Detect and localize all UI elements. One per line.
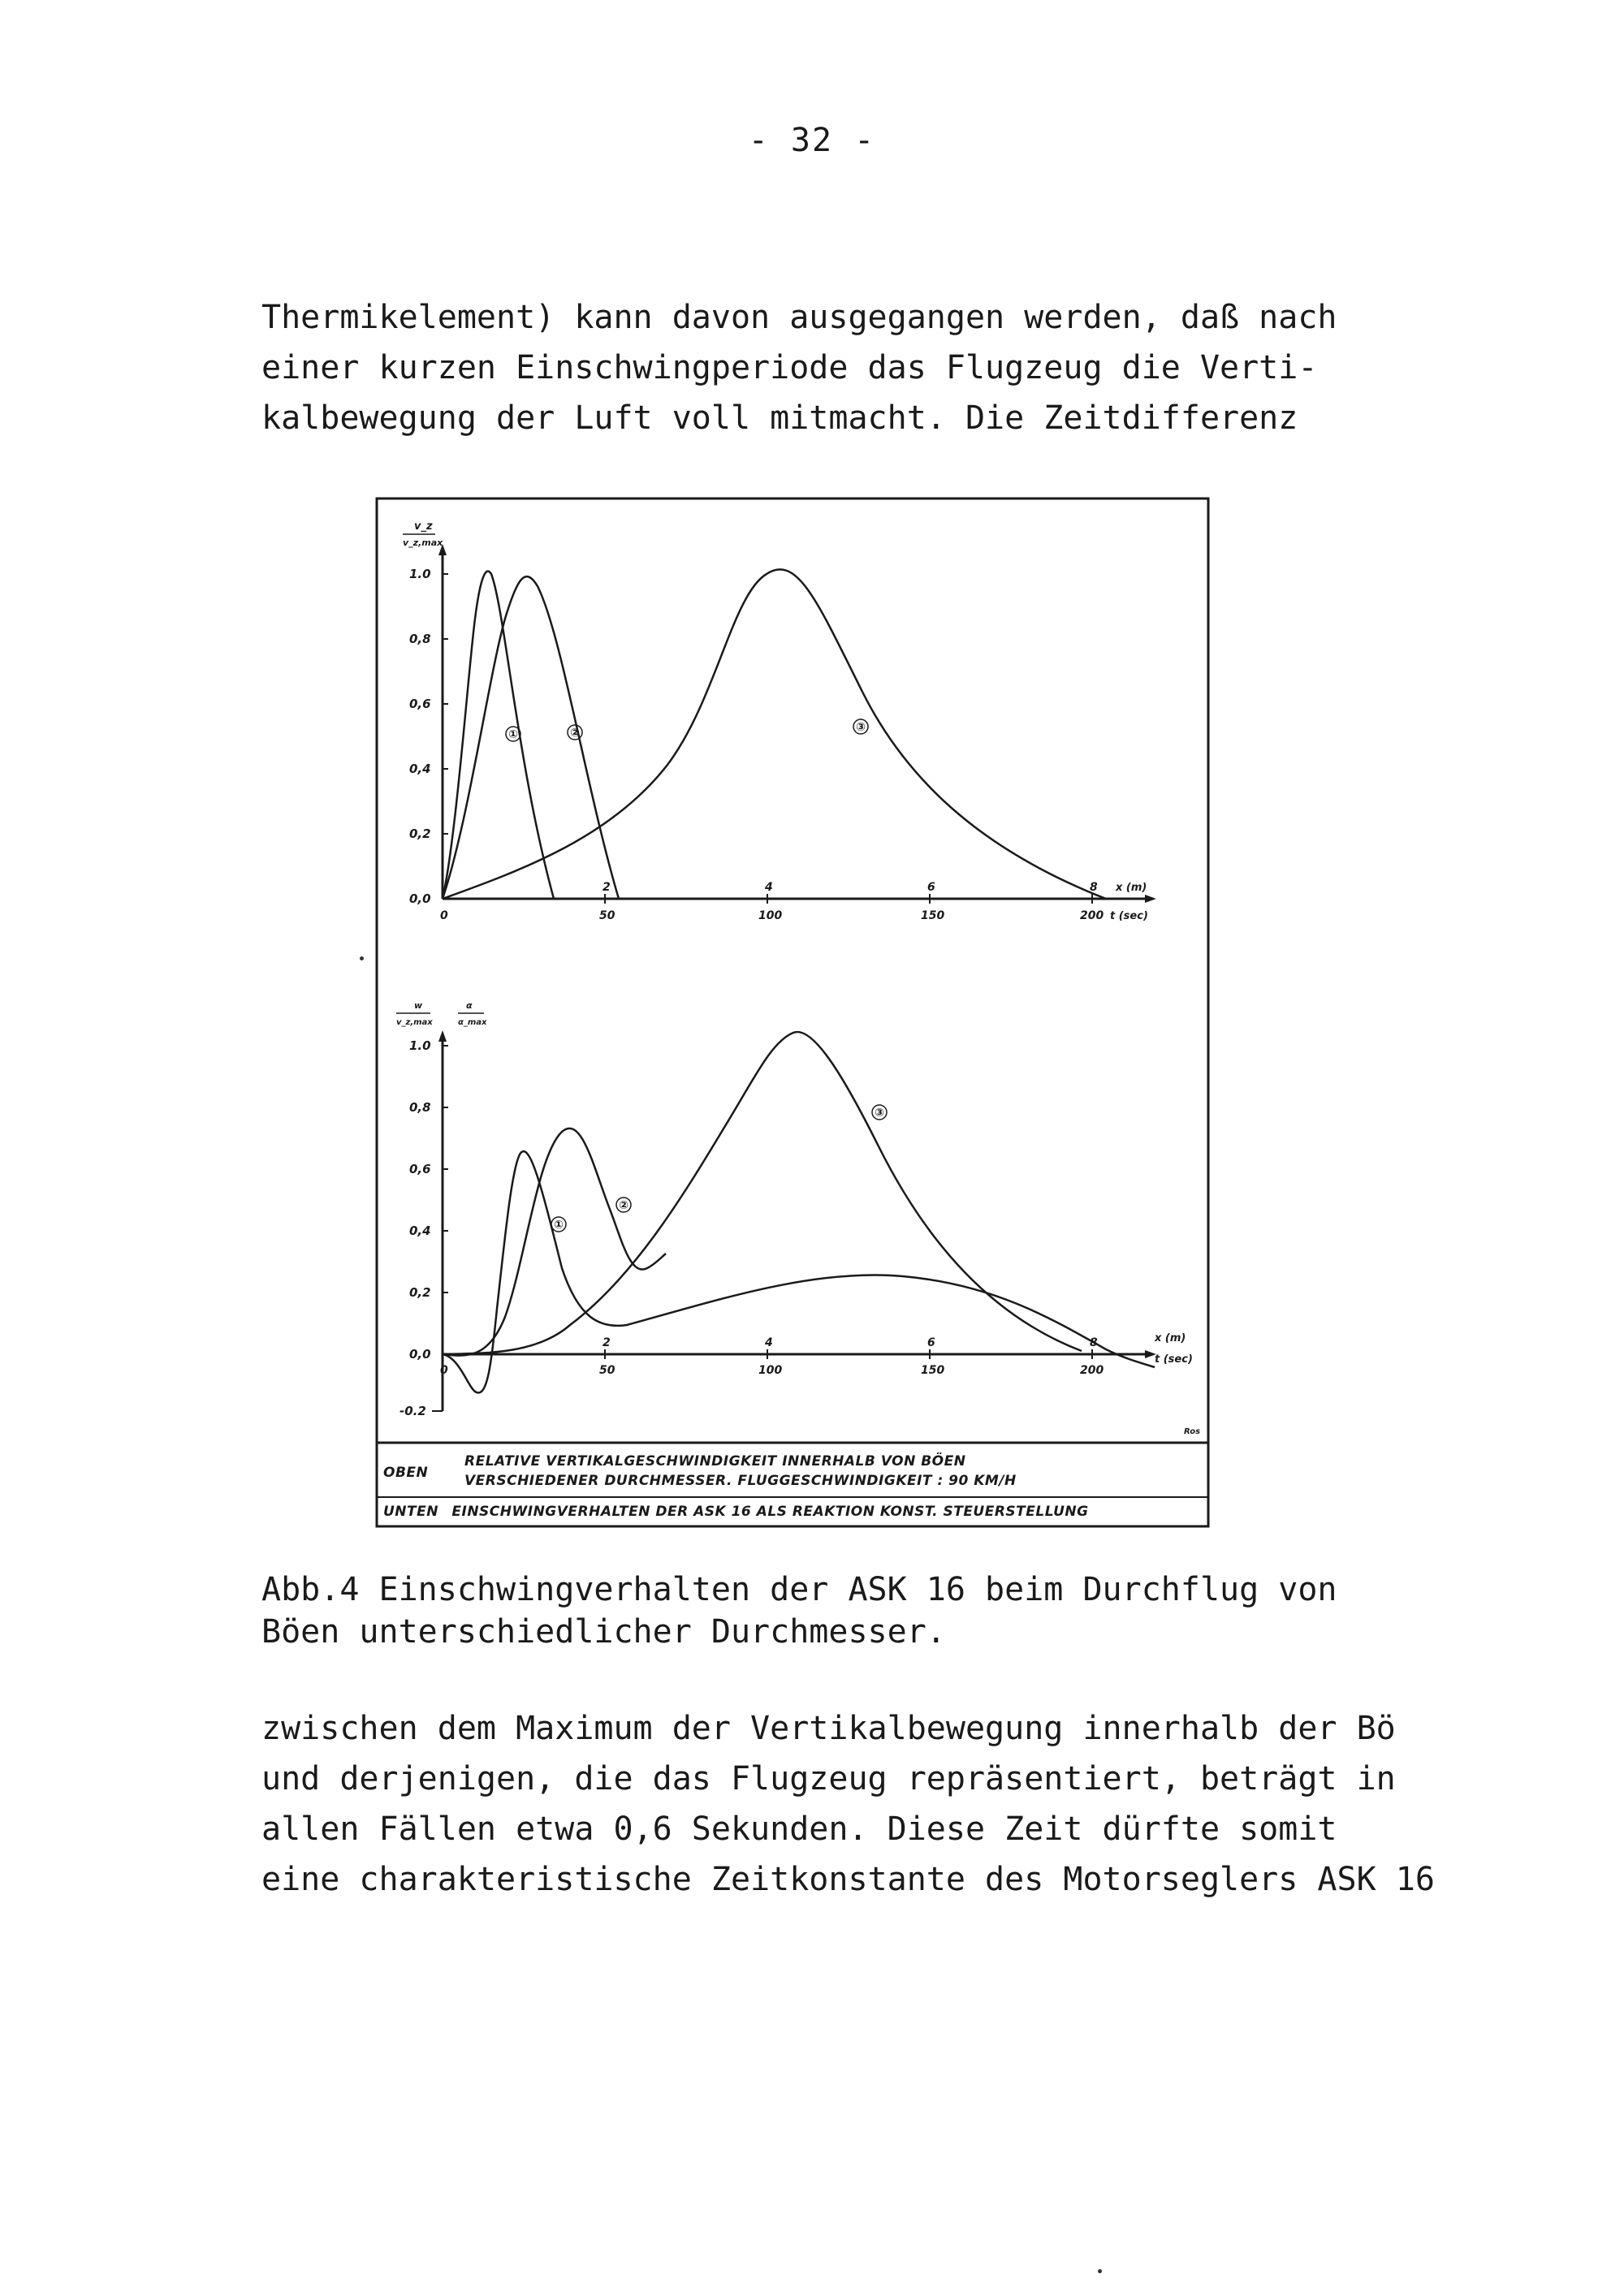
x-m-tick-label: 6 [927, 1336, 935, 1349]
text-line: allen Fällen etwa 0,6 Sekunden. Diese Zeit dürfte somit [261, 1810, 1337, 1848]
x-t-tick-label: 50 [599, 909, 615, 922]
y-tick-label: 1.0 [409, 567, 431, 581]
x-m-tick-label: 6 [927, 881, 935, 894]
legend-oben-line2: VERSCHIEDENER DURCHMESSER. FLUGGESCHWINDIGKEIT : 90 KM/H [464, 1473, 1017, 1489]
curve-label: ② [570, 727, 580, 740]
text-line: zwischen dem Maximum der Vertikalbewegung innerhalb der Bö [261, 1710, 1396, 1747]
x-t-tick-label: 0 [440, 1364, 448, 1377]
legend-oben-line1: RELATIVE VERTIKALGESCHWINDIGKEIT INNERHALB VON BÖEN [464, 1453, 966, 1470]
curve-label: ② [619, 1199, 628, 1212]
x-t-tick-label: 150 [921, 909, 945, 922]
x-t-tick-label: 200 [1080, 909, 1104, 922]
page-number: - 32 - [748, 122, 876, 159]
legend-oben-label: OBEN [383, 1465, 429, 1481]
paragraph-intro [261, 292, 1447, 443]
x-t-tick-label: 100 [758, 909, 783, 922]
y-tick-label: 1.0 [409, 1038, 431, 1053]
y-tick-label: 0,0 [409, 891, 431, 906]
x-m-tick-label: 2 [603, 1336, 611, 1349]
curve-1 [443, 572, 554, 899]
curve-label: ① [554, 1219, 564, 1232]
text-line: Thermikelement) kann davon ausgegangen werden, daß nach [261, 299, 1337, 336]
arrow-up-icon [438, 1030, 447, 1042]
y-tick-label: -0.2 [400, 1404, 426, 1418]
x-t-tick-label: 100 [758, 1364, 783, 1377]
y-tick-label: 0,6 [409, 1162, 431, 1176]
y-axis-label-den: v_z,max [396, 1018, 433, 1027]
curve-label: ③ [856, 721, 866, 734]
y-tick-label: 0,4 [409, 762, 431, 776]
text-line: eine charakteristische Zeitkonstante des Motorseglers ASK 16 [261, 1861, 1435, 1898]
text-line: und derjenigen, die das Flugzeug repräsentiert, beträgt in [261, 1760, 1396, 1798]
figure-caption [261, 1569, 1447, 1653]
y-axis-label-den: α_max [458, 1018, 487, 1027]
legend-unten-label: UNTEN [383, 1504, 438, 1520]
y-axis-label-num: α [466, 1000, 473, 1011]
scan-speck [360, 956, 364, 960]
curve-2 [443, 576, 619, 899]
y-tick-label: 0,4 [409, 1224, 431, 1238]
y-tick-label: 0,0 [409, 1347, 431, 1362]
x-m-tick-label: 4 [765, 881, 773, 894]
x-t-tick-label: 0 [440, 909, 448, 922]
y-axis-label-num: v_z [414, 520, 433, 533]
legend-unten-text: EINSCHWINGVERHALTEN DER ASK 16 ALS REAKTION KONST. STEUERSTELLUNG [451, 1504, 1089, 1520]
x-m-tick-label: 4 [765, 1336, 773, 1349]
curve-label: ① [508, 728, 518, 741]
text-line: kalbewegung der Luft voll mitmacht. Die Zeitdifferenz [261, 399, 1298, 437]
x-m-tick-label: 2 [603, 881, 611, 894]
x-m-tick-label: 8 [1090, 1336, 1098, 1349]
y-tick-label: 0,6 [409, 697, 431, 711]
x-m-tick-label: 8 [1090, 881, 1098, 894]
curve-3 [443, 1032, 1082, 1354]
y-tick-label: 0,2 [409, 1285, 431, 1300]
y-axis-label-den: v_z,max [403, 537, 443, 548]
x-m-unit-label: x (m) [1155, 1332, 1186, 1344]
curve-2 [443, 1129, 666, 1356]
arrow-right-icon [1145, 895, 1156, 903]
caption-line: Abb.4 Einschwingverhalten der ASK 16 beim Durchflug von [261, 1571, 1337, 1608]
x-t-unit-label: t (sec) [1110, 910, 1148, 922]
x-t-unit-label: t (sec) [1155, 1353, 1193, 1366]
caption-line: Böen unterschiedlicher Durchmesser. [261, 1613, 946, 1651]
author-mark: Ros [1184, 1427, 1201, 1436]
x-t-tick-label: 150 [921, 1364, 945, 1377]
scan-speck [1098, 2269, 1102, 2273]
top-panel [403, 520, 1156, 922]
curve-1 [443, 1151, 1155, 1392]
x-t-tick-label: 200 [1080, 1364, 1104, 1377]
paragraph-continuation [261, 1703, 1447, 1905]
bottom-panel [396, 1000, 1200, 1436]
text-line: einer kurzen Einschwingperiode das Flugzeug die Verti- [261, 349, 1318, 386]
x-t-tick-label: 50 [599, 1364, 615, 1377]
curve-label: ③ [875, 1107, 884, 1120]
figure-abb4 [375, 497, 1212, 1530]
y-tick-label: 0,8 [409, 632, 431, 646]
legend-unten [383, 1504, 1195, 1520]
y-tick-label: 0,8 [409, 1100, 431, 1115]
x-m-unit-label: x (m) [1116, 882, 1147, 894]
y-tick-label: 0,2 [409, 826, 431, 841]
y-axis-label-num: w [414, 1000, 423, 1011]
